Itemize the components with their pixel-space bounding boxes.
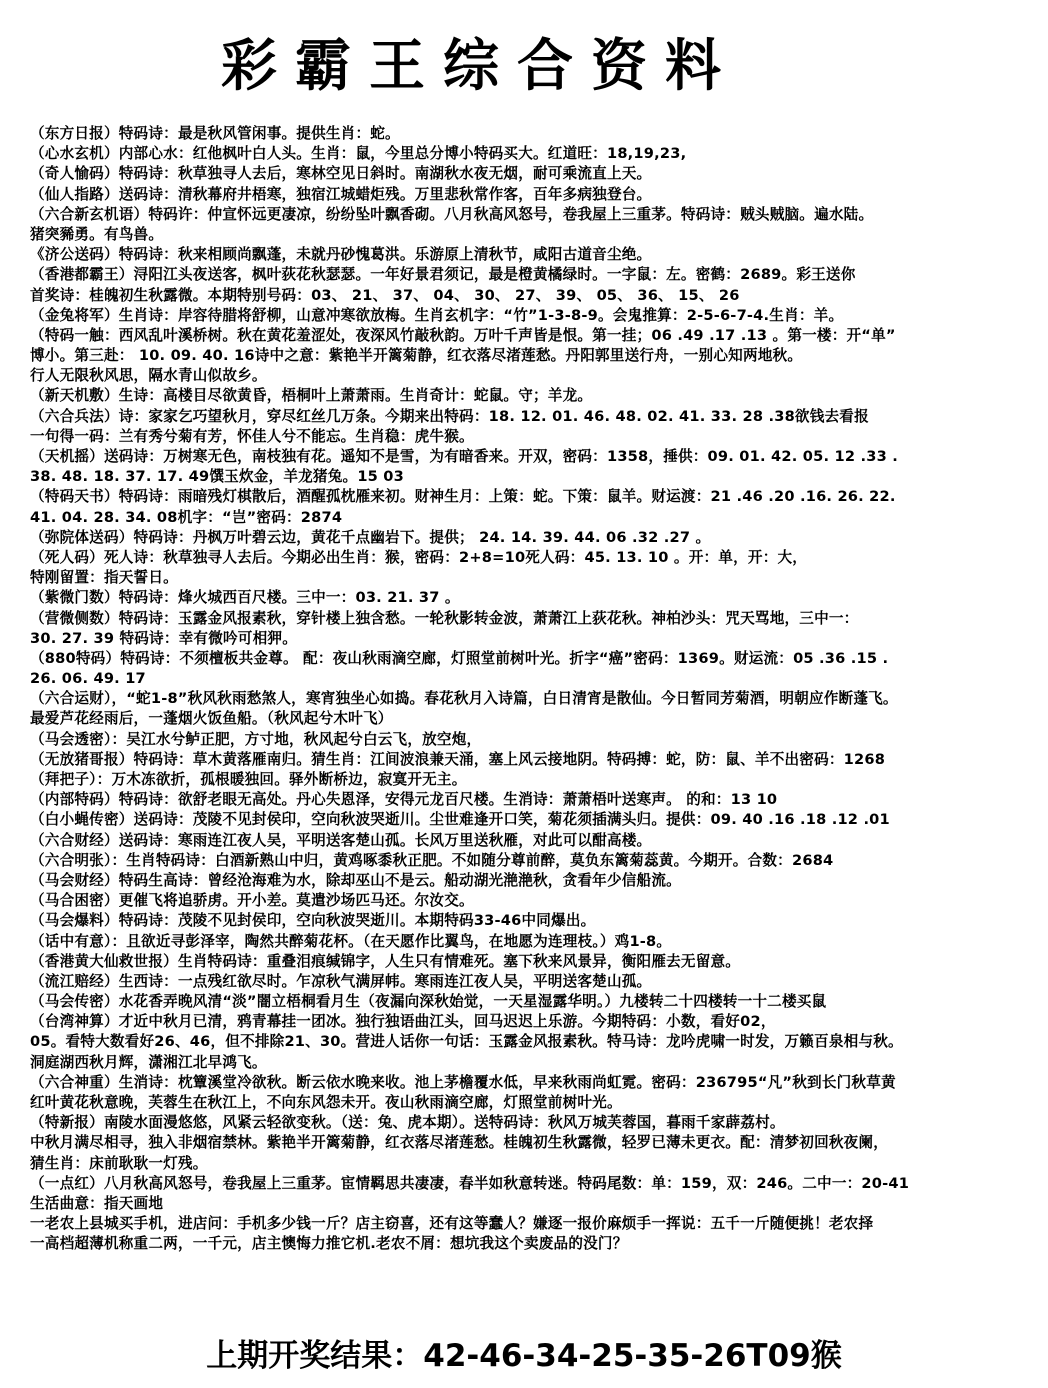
- text-line: （东方日报）特码诗：最是秋风管闲事。提供生肖：蛇。: [30, 125, 400, 142]
- text-line: 特刚留置：指天誓日。: [30, 569, 178, 587]
- text-line: （白小蝇传密）送码诗：茂陵不见封侯印，空向秋波哭逝川。尘世难逢开口笑，菊花须插满头归。提供：09. 40 .16 .18 .12 .01: [30, 811, 890, 829]
- text-line: 一高档超薄机称重二两，一千元，店主懊悔力推它机.老农不屑：想坑我这个卖废品的没门？: [30, 1235, 628, 1253]
- text-line: （台湾神算）才近中秋月已清，鸦青幕挂一团冰。独行独语曲江头，回马迟迟上乐游。今期特码：小数，看好02，: [30, 1013, 776, 1031]
- text-line: （无放猪哥报）特码诗：草木黄落雁南归。猜生肖：江间波浪兼天涌，塞上风云接地阴。特码搏：蛇，防：鼠、羊不出密码：1268: [30, 750, 886, 768]
- text-line: （流江赔经）生西诗：一点残红欲尽时。乍凉秋气满屏帏。寒雨连江夜人吴，平明送客楚山孤。: [30, 972, 652, 990]
- text-line: 05。看特大数看好26、46，但不排除21、30。营进人话你一句话：玉露金风报素秋。特马诗：龙吟虎啸一时发，万籁百泉相与秋。: [30, 1033, 903, 1051]
- text-line: （拜把子）：万木冻欲折，孤根暖独回。驿外断桥边，寂寞开无主。: [30, 771, 467, 788]
- text-line: 红叶黄花秋意晚，芙蓉生在秋江上，不向东风怨未开。夜山秋雨滴空廊，灯照堂前树叶光。: [30, 1094, 622, 1111]
- text-line: （六合新玄机语）特码许：仲宣怀远更凄凉，纷纷坠叶飘香砌。八月秋高风怒号，卷我屋上三重茅。特码诗：贼头贼脑。遍水陆。: [30, 205, 874, 223]
- text-line: （紫微门数）特码诗：烽火城西百尺楼。三中一：03. 21. 37 。: [30, 589, 460, 607]
- text-line: 最爱芦花经雨后，一蓬烟火饭鱼船。（秋风起兮木叶飞）: [30, 710, 393, 728]
- text-line: 生活曲意：指天画地: [30, 1194, 164, 1212]
- text-line: （特码一触：西风乱叶溪桥树。秋在黄花羞涩处，夜深风竹敲秋韵。万叶千声皆是恨。第一挂；06 .49 .17 .13 。第一楼：开“单”: [30, 326, 896, 344]
- text-line: 博小。第三赴： 10. 09. 40. 16诗中之意：紫艳半开篱菊静，红衣落尽渚莲愁。丹阳郭里送行舟，一别心知两地秋。: [30, 347, 803, 365]
- text-line: （马合困密）更催飞将追骄虏。开小差。莫遣沙场匹马还。尔汝交。: [30, 892, 474, 910]
- text-line: 41. 04. 28. 34. 08机字：“岂”密码：2874: [30, 508, 343, 526]
- text-line: 中秋月满尽相寻，独入非烟宿禁林。紫艳半开篱菊静，红衣落尽渚莲愁。桂魄初生秋露微，轻罗已薄未更衣。配：清梦初回秋夜阑，: [30, 1134, 889, 1152]
- text-line: （香港都霸王）浔阳江头夜送客，枫叶荻花秋瑟瑟。一年好景君须记，最是橙黄橘绿时。一字鼠：左。密鹤：2689。彩王送你: [30, 266, 856, 284]
- text-line: 首奖诗：桂魄初生秋露微。本期特别号码：03、 21、 37、 04、 30、 27、 39、 05、 36、 15、 26: [30, 286, 740, 304]
- text-line: （仙人指路）送码诗：清秋幕府井梧寒，独宿江城蜡炬残。万里悲秋常作客，百年多病独登台。: [30, 185, 652, 203]
- text-line: （特码天书）特码诗：雨暗残灯棋散后，酒醒孤枕雁来初。财神生月：上策：蛇。下策：鼠羊。财运渡：21 .46 .20 .16. 26. 22.: [30, 488, 896, 506]
- text-line: 猜生肖：床前耿耿一灯残。: [30, 1154, 208, 1172]
- text-line: （天机摇）送码诗：万树寒无色，南枝独有花。遥知不是雪，为有暗香来。开双，密码：1358，捶供：09. 01. 42. 05. 12 .33 .: [30, 448, 898, 465]
- text-line: （马会传密）水花香弄晚风清“淡”闇立梧桐看月生（夜漏向深秋始觉，一天星湿露华明。）九楼转二十四楼转一十二楼买鼠: [30, 993, 827, 1011]
- text-line: （马会爆料）特码诗：茂陵不见封侯印，空向秋波哭逝川。本期特码33-46中同爆出。: [30, 912, 596, 930]
- text-line: （香港黄大仙救世报）生肖特码诗：重叠泪痕缄锦字，人生只有情难死。塞下秋来风景异，衡阳雁去无留意。: [30, 952, 741, 970]
- text-line: 《济公送码）特码诗：秋来相顾尚飘蓬，未就丹砂愧葛洪。乐游原上清秋节，咸阳古道音尘绝。: [30, 246, 652, 264]
- text-line: （奇人愉码）特码诗：秋草独寻人去后，寒林空见日斜时。南湖秋水夜无烟，耐可乘流直上天。: [30, 165, 652, 183]
- text-line: （六合运财），“蛇1-8”秋风秋雨愁煞人，寒宵独坐心如捣。春花秋月入诗篇，白日清宵是散仙。今日暂同芳菊酒，明朝应作断蓬飞。: [30, 690, 898, 708]
- text-line: （弥院体送码）特码诗：丹枫万叶碧云边，黄花千点幽岩下。提供； 24. 14. 39. 44. 06 .32 .27 。: [30, 528, 711, 546]
- text-line: （话中有意）：且欲近寻彭泽宰，陶然共醉菊花杯。（在天愿作比翼鸟，在地愿为连理枝。）鸡1-8。: [30, 932, 672, 950]
- text-line: 26. 06. 49. 17: [30, 670, 146, 688]
- text-line: （六合明张）：生肖特码诗：白酒新熟山中归，黄鸡啄黍秋正肥。不如随分尊前醉，莫负东篱菊蕊黄。今期开。合数：2684: [30, 851, 834, 869]
- text-line: 30. 27. 39 特码诗：幸有微吟可相狎。: [30, 629, 297, 647]
- text-line: （特新报）南陵水面漫悠悠，风紧云轻欲变秋。（送：兔、虎本期）。送特码诗：秋风万城芙蓉国，暮雨千家薜荔村。: [30, 1114, 785, 1132]
- text-line: 一老农上县城买手机，进店问：手机多少钱一斤？店主窃喜，还有这等蠢人？嫌逐一报价麻烦手一挥说：五千一斤随便挑！老农择: [30, 1215, 874, 1233]
- text-line: （营微侧数）特码诗：玉露金风报素秋，穿针楼上独含愁。一轮秋影转金波，萧萧江上荻花秋。神柏沙头：咒天骂地，三中一：: [30, 609, 859, 627]
- text-body: [30, 124, 1048, 1255]
- text-line: （金兔将军）生肖诗：岸容待腊将舒柳，山意冲寒欲放梅。生肖玄机字：“竹”1-3-8-9。会鬼推算：2-5-6-7-4.生肖：羊。: [30, 306, 844, 324]
- text-line: （马会财经）特码生高诗：曾经沧海难为水，除却巫山不是云。船动湖光滟滟秋，贪看年少信船流。: [30, 871, 681, 889]
- text-line: （一点红）八月秋高风怒号，卷我屋上三重茅。宦情羁思共凄凄，春半如秋意转迷。特码尾数：单：159，双：246。二中一：20-41: [30, 1174, 910, 1192]
- text-line: （880特码）特码诗：不须檀板共金尊。 配：夜山秋雨滴空廊，灯照堂前树叶光。折字“癌”密码：1369。财运流：05 .36 .15 .: [30, 649, 889, 667]
- text-line: 猪突豨勇。有鸟兽。: [30, 225, 164, 243]
- text-line: 洞庭湖西秋月辉，潇湘江北早鸿飞。: [30, 1053, 267, 1071]
- text-line: 一句得一码：兰有秀兮菊有芳，怀佳人兮不能忘。生肖稳：虎牛猴。: [30, 427, 474, 445]
- text-line: （新天机敷）生诗：高楼目尽欲黄昏，梧桐叶上萧萧雨。生肖奇计：蛇鼠。守；羊龙。: [30, 387, 593, 405]
- text-line: （内部特码）特码诗：欲舒老眼无高处。丹心失恩泽，安得元龙百尺楼。生消诗：萧萧梧叶送寒声。 的和：13 10: [30, 791, 778, 809]
- text-line: （心水玄机）内部心水：红他枫叶白人头。生肖：鼠，今里总分博小特码买大。红道旺：18,19,23,: [30, 145, 687, 163]
- text-line: （六合神重）生消诗：枕簟溪堂冷欲秋。断云依水晚来收。池上茅檐覆水低，早来秋雨尚虹霓。密码：236795“凡”秋到长门秋草黄: [30, 1073, 896, 1091]
- page-title: 彩霸王综合资料: [221, 33, 739, 99]
- text-line: 38. 48. 18. 37. 17. 49馔玉炊金，羊龙猪兔。15 03: [30, 468, 405, 486]
- text-line: 行人无限秋风思，隔水青山似故乡。: [30, 367, 267, 385]
- text-line: （六合兵法）诗：家家乞巧望秋月，穿尽红丝几万条。今期来出特码：18. 12. 01. 46. 48. 02. 41. 33. 28 .38欲钱去看报: [30, 407, 869, 425]
- last-draw-result: 上期开奖结果：42-46-34-25-35-26T09猴: [206, 1338, 842, 1374]
- text-line: （死人码）死人诗：秋草独寻人去后。今期必出生肖：猴，密码：2+8=10死人码：45. 13. 10 。开：单，开：大，: [30, 548, 808, 566]
- text-line: （六合财经）送码诗：寒雨连江夜人吴，平明送客楚山孤。长风万里送秋雁，对此可以酣高楼。: [30, 831, 652, 849]
- text-line: （马会透密）：吴江水兮鲈正肥，方寸地，秋风起兮白云飞，放空炮，: [30, 730, 482, 748]
